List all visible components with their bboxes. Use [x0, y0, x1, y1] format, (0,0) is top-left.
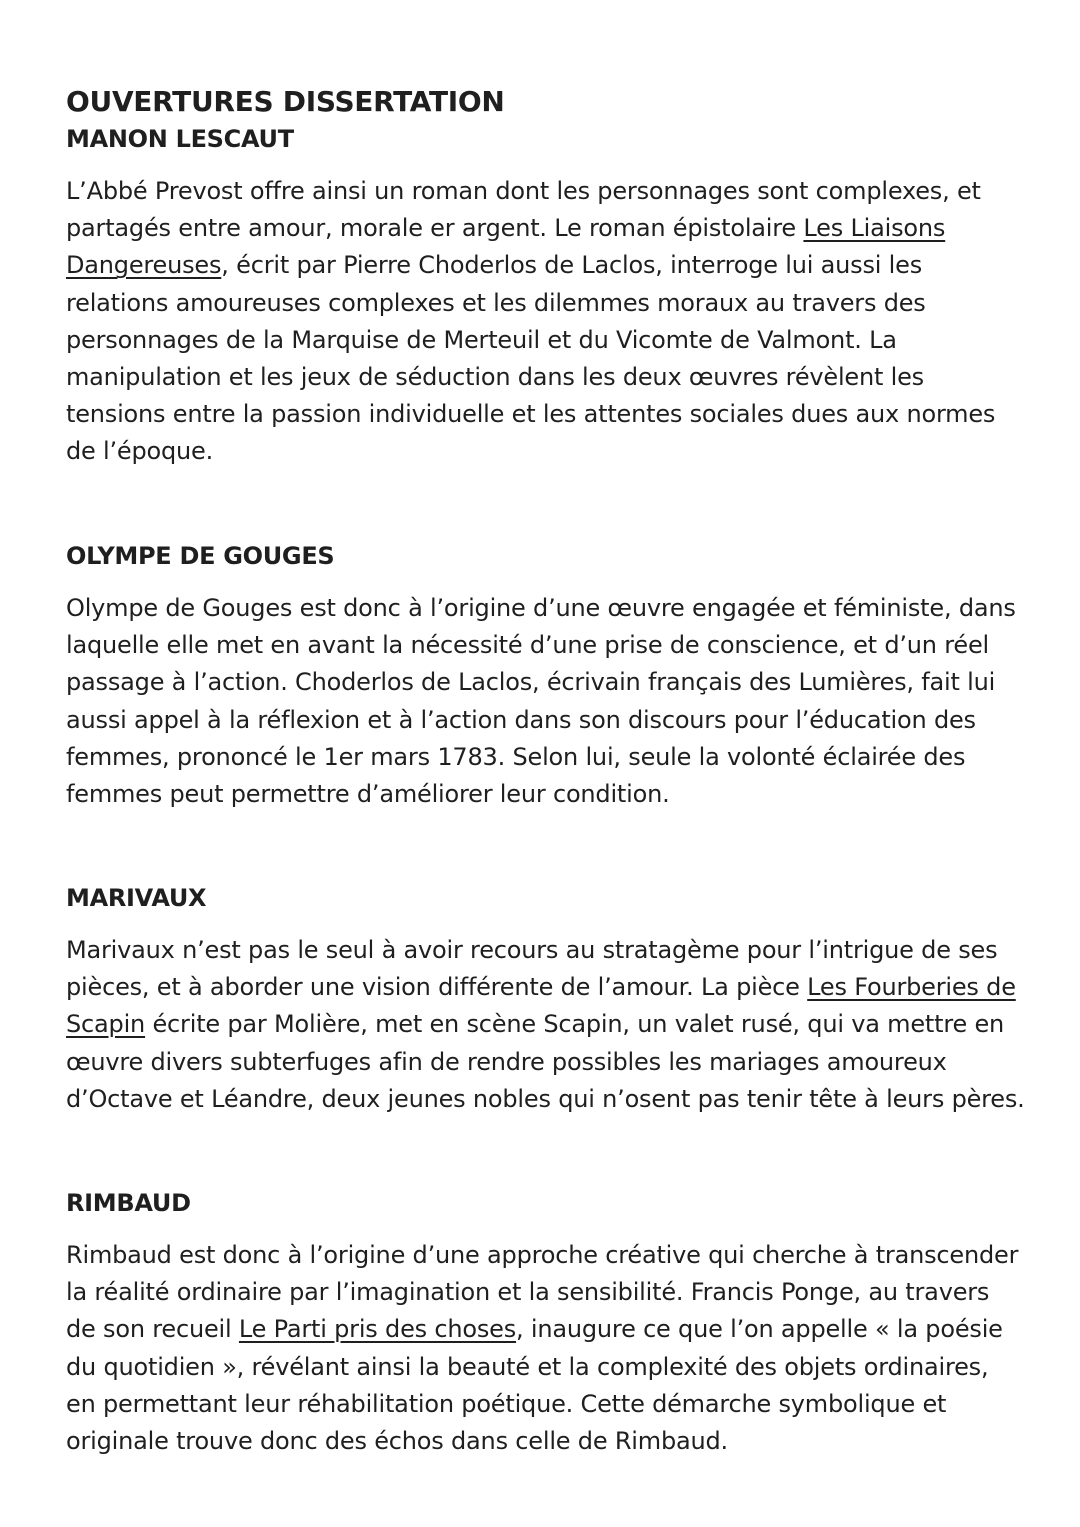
section-olympe-de-gouges	[66, 541, 1026, 813]
section-heading: MARIVAUX	[66, 884, 207, 912]
paragraph-line: relations amoureuses complexes et les dilemmes moraux au travers des	[66, 288, 926, 317]
paragraph-line: originale trouve donc des échos dans celle de Rimbaud.	[66, 1427, 728, 1456]
paragraph-line: œuvre divers subterfuges afin de rendre possibles les mariages amoureux	[66, 1047, 947, 1076]
paragraph-line: femmes, prononcé le 1er mars 1783. Selon lui, seule la volonté éclairée des	[66, 742, 966, 771]
section-rimbaud	[66, 1188, 1026, 1460]
paragraph-line: Scapin écrite par Molière, met en scène Scapin, un valet rusé, qui va mettre en	[66, 1010, 1005, 1039]
paragraph-line: tensions entre la passion individuelle et les attentes sociales dues aux normes	[66, 400, 996, 429]
paragraph-line: Olympe de Gouges est donc à l’origine d’une œuvre engagée et féministe, dans	[66, 594, 1016, 622]
paragraph-line: Rimbaud est donc à l’origine d’une approche créative qui cherche à transcender	[66, 1241, 1019, 1269]
paragraph-line: de l’époque.	[66, 437, 214, 466]
paragraph-line: d’Octave et Léandre, deux jeunes nobles qui n’osent pas tenir tête à leurs pères.	[66, 1084, 1025, 1113]
paragraph-line: la réalité ordinaire par l’imagination et la sensibilité. Francis Ponge, au travers	[66, 1278, 990, 1307]
section-manon-lescaut	[66, 124, 1026, 471]
section-paragraph	[66, 590, 1026, 813]
paragraph-line: laquelle elle met en avant la nécessité d’une prise de conscience, et d’un réel	[66, 631, 989, 660]
paragraph-line: pièces, et à aborder une vision différente de l’amour. La pièce Les Fourberies de	[66, 973, 1016, 1002]
paragraph-line: manipulation et les jeux de séduction dans les deux œuvres révèlent les	[66, 363, 924, 392]
document-title: OUVERTURES DISSERTATION	[66, 84, 505, 118]
paragraph-line: aussi appel à la réflexion et à l’action dans son discours pour l’éducation des	[66, 705, 976, 734]
paragraph-line: passage à l’action. Choderlos de Laclos, écrivain français des Lumières, fait lui	[66, 668, 996, 697]
paragraph-line: personnages de la Marquise de Merteuil et du Vicomte de Valmont. La	[66, 325, 897, 354]
paragraph-line: de son recueil Le Parti pris des choses, inaugure ce que l’on appelle « la poésie	[66, 1315, 1003, 1344]
paragraph-line: Dangereuses, écrit par Pierre Choderlos de Laclos, interroge lui aussi les	[66, 251, 922, 280]
section-paragraph	[66, 932, 1026, 1118]
section-paragraph	[66, 1237, 1026, 1460]
section-paragraph	[66, 173, 1026, 471]
paragraph-line: en permettant leur réhabilitation poétique. Cette démarche symbolique et	[66, 1389, 947, 1418]
paragraph-line: Marivaux n’est pas le seul à avoir recours au stratagème pour l’intrigue de ses	[66, 936, 998, 964]
section-heading: OLYMPE DE GOUGES	[66, 542, 335, 570]
section-heading: MANON LESCAUT	[66, 125, 294, 153]
section-marivaux	[66, 883, 1026, 1118]
paragraph-line: du quotidien », révélant ainsi la beauté et la complexité des objets ordinaires,	[66, 1352, 989, 1381]
book-title-link: Scapin	[66, 1010, 146, 1039]
paragraph-line: L’Abbé Prevost offre ainsi un roman dont les personnages sont complexes, et	[66, 177, 981, 205]
paragraph-line: partagés entre amour, morale er argent. Le roman épistolaire Les Liaisons	[66, 214, 946, 243]
book-title-link: Le Parti pris des choses	[238, 1315, 517, 1344]
book-title-link: Dangereuses	[66, 251, 222, 280]
paragraph-line: femmes peut permettre d’améliorer leur condition.	[66, 780, 670, 809]
book-title-link: Les Fourberies de	[807, 973, 1016, 1002]
section-heading: RIMBAUD	[66, 1189, 191, 1217]
book-title-link: Les Liaisons	[803, 214, 946, 243]
